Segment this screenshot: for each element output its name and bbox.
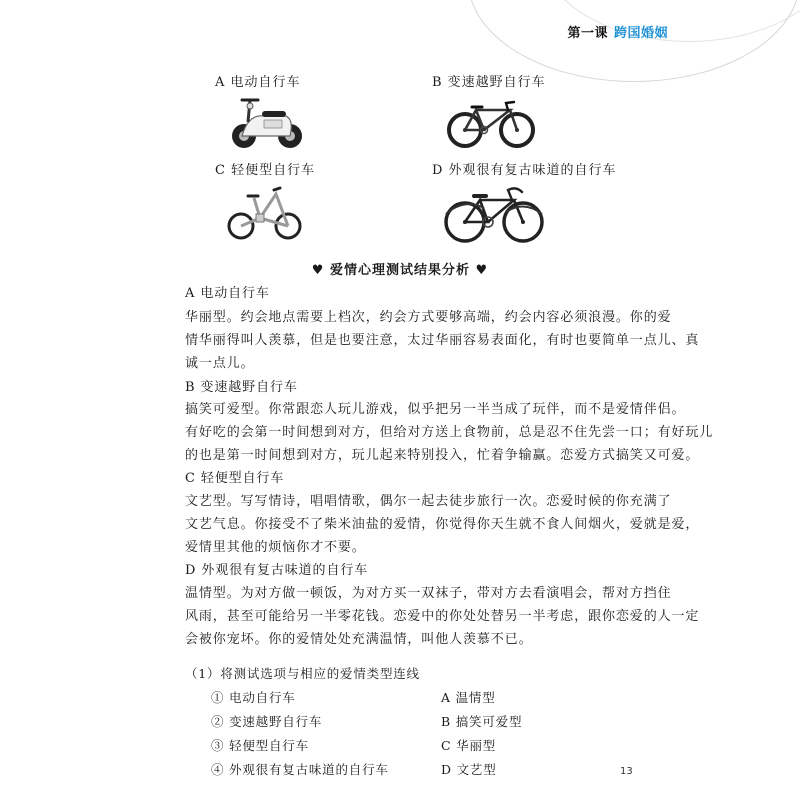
analysis-heading-d: D 外观很有复古味道的自行车 <box>185 563 369 578</box>
analysis-line: 有好吃的会第一时间想到对方，但给对方送上食物前，总是忍不住先尝一口；有好玩儿 <box>185 425 714 440</box>
match-right-item[interactable]: B 搞笑可爱型 <box>441 714 523 729</box>
option-b-label: B 变速越野自行车 <box>432 75 546 90</box>
mountain-bike-icon <box>446 98 536 150</box>
header-lesson: 第一课 <box>567 26 608 41</box>
exercise-title: （1）将测试选项与相应的爱情类型连线 <box>185 666 420 681</box>
match-left-item[interactable]: ① 电动自行车 <box>211 690 296 705</box>
match-left-item[interactable]: ② 变速越野自行车 <box>211 714 323 729</box>
analysis-heading-a: A 电动自行车 <box>185 286 270 301</box>
analysis-line: 会被你宠坏。你的爱情处处充满温情，叫他人羡慕不已。 <box>185 632 533 647</box>
analysis-line: 文艺气息。你接受不了柴米油盐的爱情，你觉得你天生就不食人间烟火，爱就是爱， <box>185 517 700 532</box>
heart-icon: ♥ <box>475 263 489 278</box>
heart-icon: ♥ <box>311 263 325 278</box>
analysis-line: 爱情里其他的烦恼你才不要。 <box>185 540 366 555</box>
header-topic: 跨国婚姻 <box>613 26 668 41</box>
analysis-line: 诚一点儿。 <box>185 356 255 371</box>
analysis-title <box>0 259 800 278</box>
electric-scooter-icon <box>228 94 308 152</box>
option-d-label: D 外观很有复古味道的自行车 <box>432 163 617 178</box>
analysis-line: 文艺型。写写情诗，唱唱情歌，偶尔一起去徒步旅行一次。恋爱时候的你充满了 <box>185 494 672 509</box>
match-left-item[interactable]: ③ 轻便型自行车 <box>211 738 309 753</box>
analysis-line: 风雨，甚至可能给另一半零花钱。恋爱中的你处处替另一半考虑，跟你恋爱的人一定 <box>185 609 700 624</box>
option-a-label: A 电动自行车 <box>215 75 301 90</box>
analysis-title-text: 爱情心理测试结果分析 <box>329 263 470 278</box>
analysis-line: 搞笑可爱型。你常跟恋人玩儿游戏，似乎把另一半当成了玩伴，而不是爱情伴侣。 <box>185 402 686 417</box>
analysis-line: 温情型。为对方做一顿饭，为对方买一双袜子，带对方去看演唱会，帮对方挡住 <box>185 586 672 601</box>
option-c-label: C 轻便型自行车 <box>215 163 316 178</box>
analysis-line: 情华丽得叫人羡慕，但是也要注意，太过华丽容易表面化，有时也要简单一点儿、真 <box>185 333 700 348</box>
match-right-item[interactable]: C 华丽型 <box>441 738 497 753</box>
vintage-bike-icon <box>444 184 544 244</box>
match-right-item[interactable]: A 温情型 <box>441 690 496 705</box>
match-right-item[interactable]: D 文艺型 <box>441 762 497 777</box>
analysis-heading-b: B 变速越野自行车 <box>185 380 298 395</box>
page-number: 13 <box>620 766 633 777</box>
analysis-line: 华丽型。约会地点需要上档次，约会方式要够高端，约会内容必须浪漫。你的爱 <box>185 310 672 325</box>
analysis-heading-c: C 轻便型自行车 <box>185 471 285 486</box>
match-left-item[interactable]: ④ 外观很有复古味道的自行车 <box>211 762 389 777</box>
folding-bike-icon <box>226 184 304 242</box>
running-header <box>567 22 668 41</box>
analysis-line: 的也是第一时间想到对方，玩儿起来特别投入，忙着争输赢。恋爱方式搞笑又可爱。 <box>185 448 700 463</box>
